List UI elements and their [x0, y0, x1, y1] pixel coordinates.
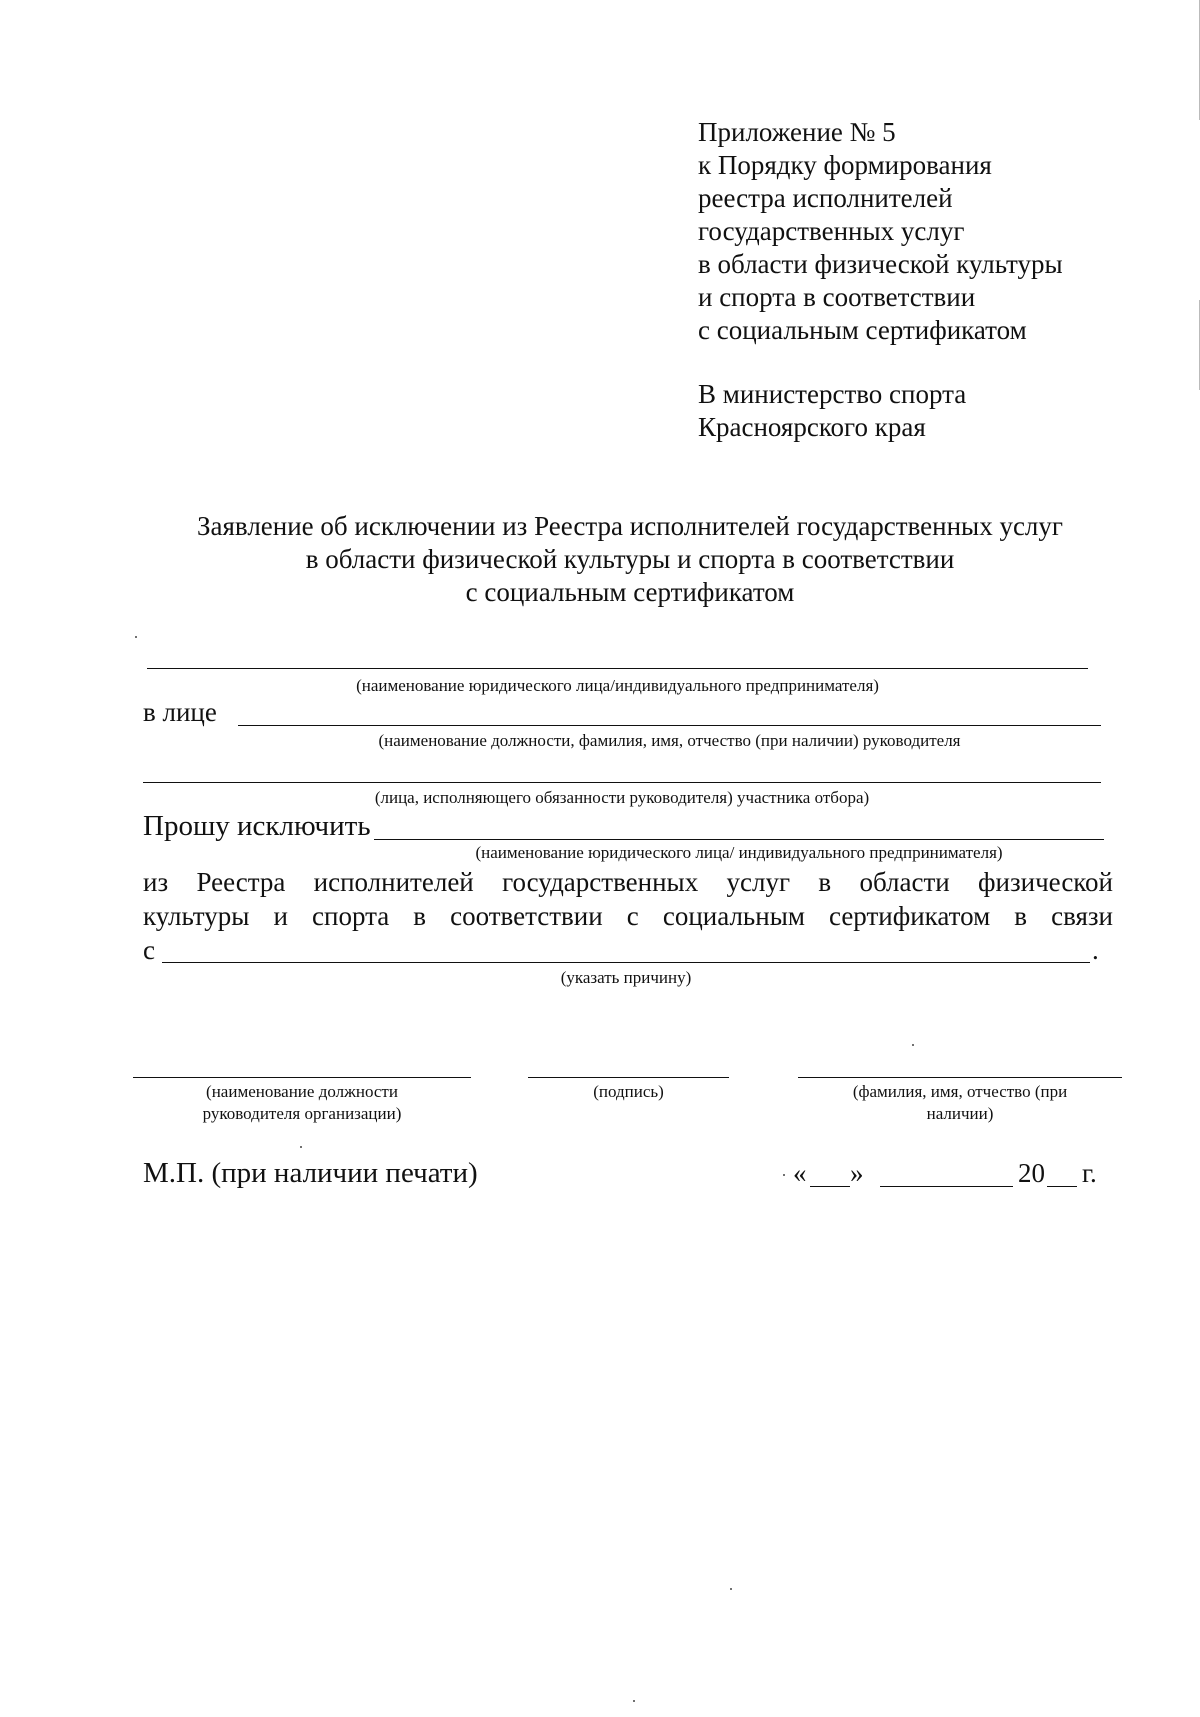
full-name-caption-2: наличии): [926, 1104, 994, 1123]
annex-header: [698, 116, 1063, 347]
date-year-field[interactable]: [1047, 1186, 1077, 1187]
org-name-field[interactable]: [147, 668, 1088, 669]
signature-caption: (подпись): [593, 1082, 664, 1101]
recipient-line: Красноярского края: [698, 412, 926, 442]
reason-end-period: .: [1092, 935, 1099, 965]
scan-speck: [633, 1700, 635, 1702]
date-year-suffix: г.: [1082, 1158, 1097, 1188]
scan-speck: [730, 1588, 732, 1590]
reason-caption: (указать причину): [560, 968, 692, 987]
body-line-1: из Реестра исполнителей государственных услуг в области физической: [143, 867, 1113, 897]
reason-field[interactable]: [162, 962, 1090, 963]
annex-line: с социальным сертификатом: [698, 315, 1027, 345]
full-name-field[interactable]: [798, 1077, 1122, 1078]
head-name-caption: (наименование должности, фамилия, имя, отчество (при наличии) руководителя: [378, 731, 961, 750]
date-quote-close: »: [850, 1158, 864, 1188]
full-name-caption-1: (фамилия, имя, отчество (при: [852, 1082, 1068, 1101]
document-title: [150, 510, 1110, 609]
annex-line: к Порядку формирования: [698, 150, 992, 180]
position-field[interactable]: [133, 1077, 471, 1078]
request-label: Прошу исключить: [143, 810, 371, 842]
scan-speck: [783, 1174, 785, 1176]
acting-head-field[interactable]: [143, 782, 1101, 783]
request-org-caption: (наименование юридического лица/ индивидуального предпринимателя): [475, 843, 1003, 862]
seal-label: М.П. (при наличии печати): [143, 1157, 478, 1189]
position-caption-1: (наименование должности: [206, 1082, 398, 1101]
in-person-label: в лице: [143, 697, 217, 727]
scan-speck: [912, 1044, 914, 1046]
acting-head-caption: (лица, исполняющего обязанности руководителя) участника отбора): [374, 788, 870, 807]
title-line: с социальным сертификатом: [465, 577, 795, 607]
title-line: Заявление об исключении из Реестра исполнителей государственных услуг: [197, 511, 1063, 541]
reason-prefix: с: [143, 935, 155, 965]
recipient-block: [698, 378, 966, 444]
annex-line: Приложение № 5: [698, 117, 896, 147]
recipient-line: В министерство спорта: [698, 379, 967, 409]
org-name-caption: (наименование юридического лица/индивидуального предпринимателя): [356, 676, 879, 695]
date-year-prefix: 20: [1018, 1158, 1045, 1188]
position-caption-2: руководителя организации): [202, 1104, 402, 1123]
request-org-field[interactable]: [374, 839, 1104, 840]
annex-line: в области физической культуры: [698, 249, 1063, 279]
title-line: в области физической культуры и спорта в соответствии: [305, 544, 955, 574]
scan-speck: [135, 636, 137, 638]
head-name-field[interactable]: [238, 725, 1101, 726]
annex-line: и спорта в соответствии: [698, 282, 976, 312]
signature-field[interactable]: [528, 1077, 729, 1078]
date-day-field[interactable]: [810, 1186, 850, 1187]
date-quote-open: «: [793, 1158, 807, 1188]
annex-line: государственных услуг: [698, 216, 965, 246]
date-month-field[interactable]: [880, 1186, 1013, 1187]
annex-line: реестра исполнителей: [698, 183, 953, 213]
scan-speck: [300, 1146, 302, 1148]
body-line-2: культуры и спорта в соответствии с социальным сертификатом в связи: [143, 901, 1113, 931]
